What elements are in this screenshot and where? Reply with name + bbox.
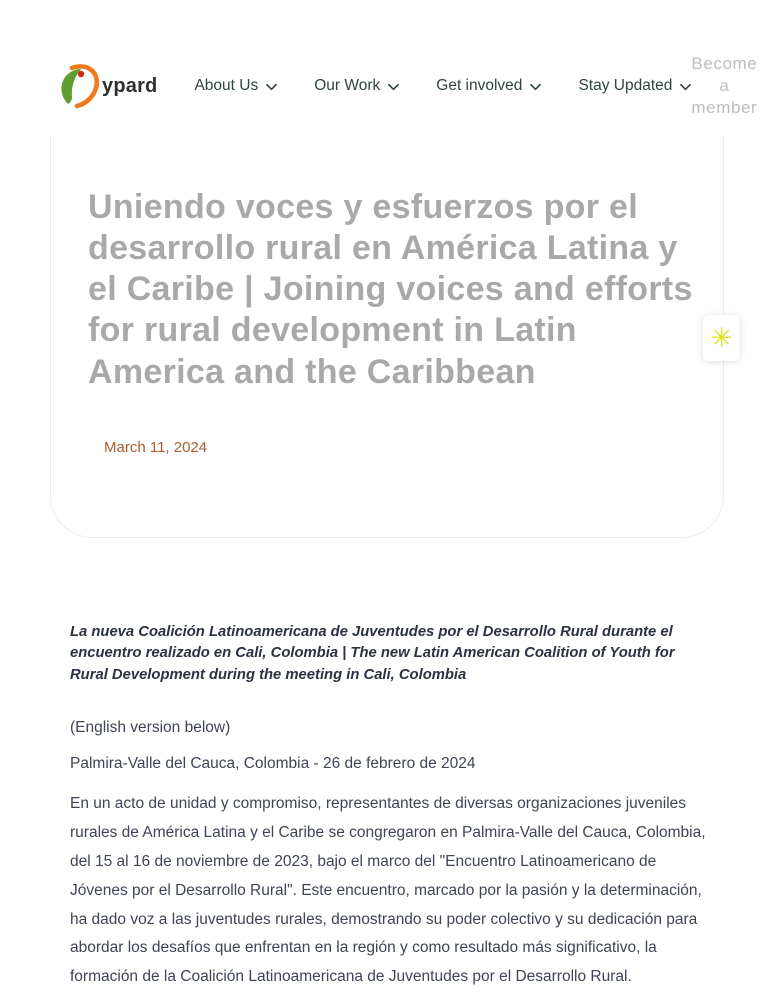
chevron-down-icon [266, 83, 277, 91]
logo-text: ypard [102, 74, 158, 97]
asterisk-icon: ✳ [710, 322, 733, 353]
nav-item-label: Our Work [314, 77, 381, 94]
nav-item-about-us[interactable] [194, 77, 277, 95]
nav-item-label: About Us [194, 77, 259, 94]
english-version-note: (English version below) [70, 719, 231, 737]
nav-item-get-involved[interactable] [436, 77, 541, 95]
nav-item-label: Stay Updated [578, 77, 673, 94]
dateline: Palmira-Valle del Cauca, Colombia - 26 de febrero de 2024 [70, 754, 476, 772]
page-title: Uniendo voces y esfuerzos por el desarrollo rural en América Latina y el Caribe | Joining voices and efforts for rural development in Latin America and the Caribbean [88, 188, 693, 391]
image-caption: La nueva Coalición Latinoamericana de Juventudes por el Desarrollo Rural durante el encuentro realizado en Cali, Colombia | The new Latin American Coalition of Youth for Rural Development during the meeting in Cali, Colombia [70, 624, 675, 683]
nav-item-our-work[interactable] [314, 77, 399, 95]
nav-item-stay-updated[interactable] [578, 77, 691, 95]
main-nav [194, 77, 691, 95]
chevron-down-icon [680, 83, 691, 91]
chevron-down-icon [530, 83, 541, 91]
accessibility-widget-button[interactable] [703, 315, 740, 361]
ypard-logo-icon [55, 63, 101, 109]
nav-item-label: Get involved [436, 77, 523, 94]
post-date: March 11, 2024 [104, 438, 208, 456]
become-member-link[interactable]: Become a member [691, 53, 758, 118]
hero-card [50, 135, 724, 538]
site-header [55, 53, 758, 118]
logo[interactable] [55, 63, 157, 109]
chevron-down-icon [388, 83, 399, 91]
article-paragraph: En un acto de unidad y compromiso, representantes de diversas organizaciones juveniles rurales de América Latina y el Caribe se congregaron en Palmira-Valle del Cauca, Colombia, del 15 al 16 de noviembre de 2023, bajo el marco del "Encuentro Latinoamericano de Jóvenes por el Desarrollo Rural". Este encuentro, marcado por la pasión y la determinación, ha dado voz a las juventudes rurales, demostrando su poder colectivo y su dedicación para abordar los desafíos que enfrentan en la región y como resultado más significativo, la formación de la Coalición Latinoamericana de Juventudes por el Desarrollo Rural. [70, 795, 706, 986]
article-body [70, 622, 710, 992]
